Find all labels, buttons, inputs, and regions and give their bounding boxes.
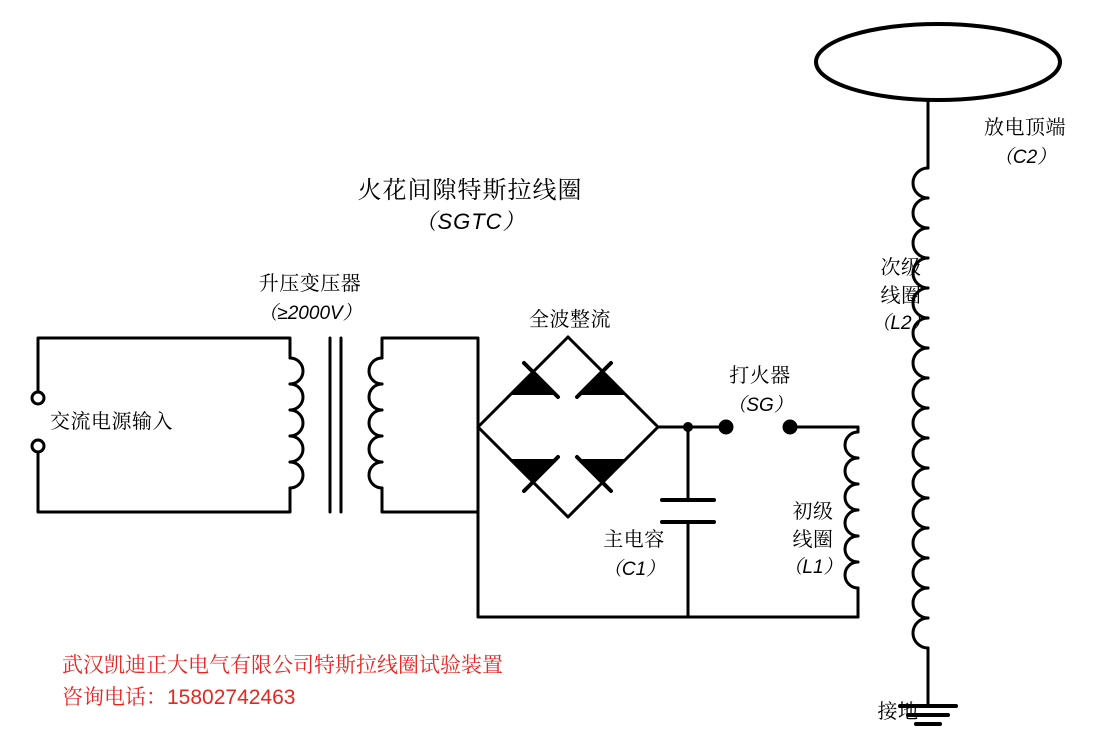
label-spark-gap: 打火器 [729, 365, 791, 387]
spark-gap [720, 421, 859, 434]
watermark-phone: 咨询电话：15802742463 [62, 686, 296, 709]
label-discharge-terminal-symbol: （C2） [993, 147, 1057, 168]
ac-source-terminals [32, 392, 44, 452]
rectifier-input-wires [382, 338, 478, 512]
label-primary-coil-2: 线圈 [792, 529, 834, 551]
label-ac-input: 交流电源输入 [50, 411, 173, 433]
label-primary-coil-1: 初级 [792, 501, 834, 523]
label-secondary-coil-symbol: （L2） [871, 313, 931, 334]
watermark-company: 武汉凯迪正大电气有限公司特斯拉线圈试验装置 [62, 654, 503, 677]
diode-top-left [511, 363, 558, 397]
diagram-title: 火花间隙特斯拉线圈 [357, 177, 583, 204]
label-ground: 接地 [877, 701, 919, 723]
toroid-discharge-terminal [816, 24, 1060, 100]
label-secondary-coil-1: 次级 [880, 257, 922, 279]
label-main-capacitor-symbol: （C1） [602, 559, 666, 580]
label-primary-coil-symbol: （L1） [783, 557, 843, 578]
secondary-coil [913, 100, 928, 700]
label-transformer-rating: （≥2000V） [258, 303, 362, 324]
label-full-wave-rectifier: 全波整流 [529, 309, 611, 331]
diode-bottom-left [511, 457, 558, 491]
label-discharge-terminal: 放电顶端 [984, 117, 1066, 139]
diagram-title-abbrev: （SGTC） [414, 209, 526, 234]
label-secondary-coil-2: 线圈 [880, 285, 922, 307]
transformer-primary-winding [290, 352, 303, 492]
main-capacitor [662, 427, 714, 617]
bridge-frame [478, 337, 658, 517]
label-step-up-transformer: 升压变压器 [258, 273, 362, 295]
label-spark-gap-symbol: （SG） [727, 395, 793, 416]
transformer-core [330, 338, 341, 512]
junction-dot-capacitor [683, 422, 693, 432]
transformer-secondary-winding [369, 352, 382, 492]
label-main-capacitor: 主电容 [603, 529, 665, 551]
